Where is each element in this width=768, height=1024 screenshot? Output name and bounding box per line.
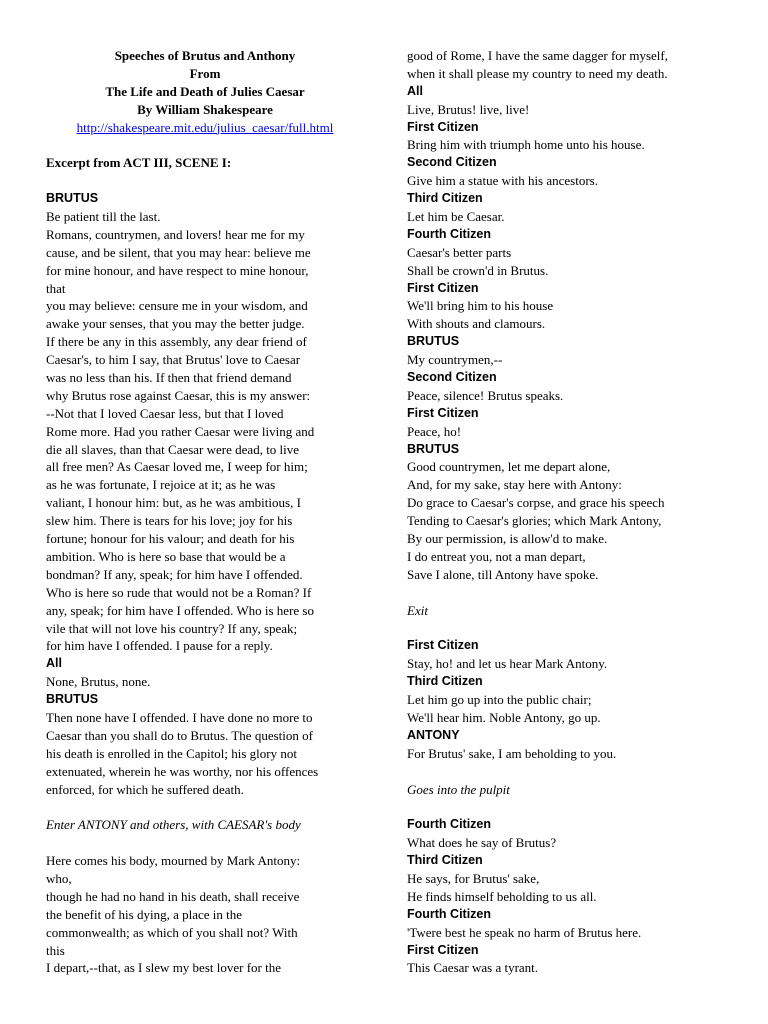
dialogue-line: He finds himself beholding to us all. [407,888,597,904]
right-column [407,0,737,977]
speaker-name: All [407,83,423,98]
blank-line [46,136,364,154]
blank-line [46,172,364,190]
dialogue-line: who, [46,870,72,886]
dialogue-line: this [46,942,65,958]
source-link[interactable]: http://shakespeare.mit.edu/julius_caesar/full.html [76,119,334,135]
dialogue-line: I depart,--that, as I slew my best lover for the [46,960,282,976]
speaker-name: First Citizen [407,119,479,134]
dialogue-line: slew him. There is tears for his love; joy for his [46,513,293,529]
dialogue-line: awake your senses, that you may the better judge. [46,316,305,332]
dialogue-line: We'll bring him to his house [407,298,554,314]
dialogue-line: And, for my sake, stay here with Antony: [407,477,622,493]
blank-line [407,798,737,816]
dialogue-line: --Not that I loved Caesar less, but that I loved [46,405,284,421]
dialogue-line: Good countrymen, let me depart alone, [407,459,611,475]
dialogue-line: for him have I offended. I pause for a reply. [46,638,273,654]
blank-line [46,834,364,852]
speaker-name: First Citizen [407,638,479,653]
dialogue-line: valiant, I honour him: but, as he was ambitious, I [46,495,301,511]
dialogue-line: My countrymen,-- [407,352,503,368]
dialogue-line: This Caesar was a tyrant. [407,960,539,976]
dialogue-line: the benefit of his dying, a place in the [46,906,243,922]
speaker-name: First Citizen [407,942,479,957]
speaker-name: Fourth Citizen [407,817,492,832]
stage-direction: Goes into the pulpit [407,781,510,797]
speaker-name: Fourth Citizen [407,226,492,241]
dialogue-line: Caesar than you shall do to Brutus. The question of [46,727,313,743]
dialogue-line: that [46,280,66,296]
dialogue-line: Save I alone, till Antony have spoke. [407,566,599,582]
dialogue-line: Peace, ho! [407,423,462,439]
dialogue-line: Give him a statue with his ancestors. [407,173,598,189]
dialogue-line: If there be any in this assembly, any dear friend of [46,334,307,350]
dialogue-line: vile that will not love his country? If any, speak; [46,620,298,636]
title-from: From [189,65,221,81]
document-title: Speeches of Brutus and Anthony [114,48,296,63]
speaker-name: BRUTUS [407,334,460,349]
speaker-name: BRUTUS [46,191,99,206]
blank-line [407,763,737,781]
dialogue-line: Be patient till the last. [46,209,161,225]
excerpt-heading: Excerpt from ACT III, SCENE I: [46,155,232,171]
dialogue-line: Tending to Caesar's glories; which Mark Antony, [407,513,662,529]
dialogue-line: fortune; honour for his valour; and death for his [46,531,295,547]
dialogue-line: for mine honour, and have respect to mine honour, [46,262,309,278]
left-column [46,0,364,977]
dialogue-line: I do entreat you, not a man depart, [407,548,586,564]
blank-line [407,620,737,638]
speaker-name: Third Citizen [407,853,483,868]
dialogue-line: good of Rome, I have the same dagger for myself, [407,48,669,63]
speaker-name: BRUTUS [46,692,99,707]
dialogue-line: For Brutus' sake, I am beholding to you. [407,745,617,761]
speaker-name: Third Citizen [407,191,483,206]
dialogue-line: He says, for Brutus' sake, [407,870,540,886]
author-line: By William Shakespeare [137,101,273,117]
dialogue-line: With shouts and clamours. [407,316,546,332]
source-link-line [46,119,364,137]
dialogue-line: What does he say of Brutus? [407,835,557,851]
dialogue-line: ambition. Who is here so base that would be a [46,548,286,564]
dialogue-line: Do grace to Caesar's corpse, and grace his speech [407,495,665,511]
dialogue-line: his death is enrolled in the Capitol; his glory not [46,745,297,761]
dialogue-line: why Brutus rose against Caesar, this is my answer: [46,387,311,403]
dialogue-line: Caesar's, to him I say, that Brutus' love to Caesar [46,352,301,368]
speaker-name: Second Citizen [407,370,497,385]
dialogue-line: extenuated, wherein he was worthy, nor his offences [46,763,319,779]
left-script-lines [46,190,364,977]
dialogue-line: commonwealth; as which of you shall not? With [46,924,298,940]
dialogue-line: die all slaves, than that Caesar were dead, to live [46,441,300,457]
dialogue-line: Caesar's better parts [407,244,512,260]
play-title: The Life and Death of Julies Caesar [105,83,305,99]
speaker-name: Second Citizen [407,155,497,170]
dialogue-line: Let him be Caesar. [407,209,505,225]
dialogue-line: Romans, countrymen, and lovers! hear me for my [46,226,305,242]
dialogue-line: 'Twere best he speak no harm of Brutus here. [407,924,642,940]
dialogue-line: Here comes his body, mourned by Mark Antony: [46,853,301,869]
stage-direction: Exit [407,602,428,618]
stage-direction: Enter ANTONY and others, with CAESAR's body [46,817,301,833]
dialogue-line: None, Brutus, none. [46,674,151,690]
blank-line [46,798,364,816]
speaker-name: First Citizen [407,405,479,420]
dialogue-line: Live, Brutus! live, live! [407,101,530,117]
dialogue-line: We'll hear him. Noble Antony, go up. [407,709,601,725]
dialogue-line: you may believe: censure me in your wisdom, and [46,298,308,314]
speaker-name: BRUTUS [407,441,460,456]
speaker-name: All [46,656,62,671]
dialogue-line: as he was fortunate, I rejoice at it; as he was [46,477,276,493]
dialogue-line: Let him go up into the public chair; [407,692,592,708]
dialogue-line: though he had no hand in his death, shall receive [46,888,300,904]
dialogue-line: Peace, silence! Brutus speaks. [407,387,564,403]
dialogue-line: By our permission, is allow'd to make. [407,531,608,547]
speaker-name: Fourth Citizen [407,906,492,921]
speaker-name: First Citizen [407,280,479,295]
speaker-name: Third Citizen [407,674,483,689]
speaker-name: ANTONY [407,727,460,742]
dialogue-line: was no less than his. If then that friend demand [46,370,292,386]
dialogue-line: bondman? If any, speak; for him have I offended. [46,566,303,582]
right-script-lines [407,47,737,977]
dialogue-line: Shall be crown'd in Brutus. [407,262,549,278]
blank-line [407,584,737,602]
dialogue-line: Who is here so rude that would not be a Roman? If [46,584,312,600]
dialogue-line: when it shall please my country to need my death. [407,65,668,81]
dialogue-line: Then none have I offended. I have done no more to [46,709,313,725]
dialogue-line: any, speak; for him have I offended. Who is here so [46,602,314,618]
dialogue-line: enforced, for which he suffered death. [46,781,244,797]
dialogue-line: Rome more. Had you rather Caesar were living and [46,423,315,439]
dialogue-line: Bring him with triumph home unto his house. [407,137,645,153]
dialogue-line: Stay, ho! and let us hear Mark Antony. [407,656,608,672]
dialogue-line: cause, and be silent, that you may hear: believe me [46,244,311,260]
dialogue-line: all free men? As Caesar loved me, I weep for him; [46,459,308,475]
